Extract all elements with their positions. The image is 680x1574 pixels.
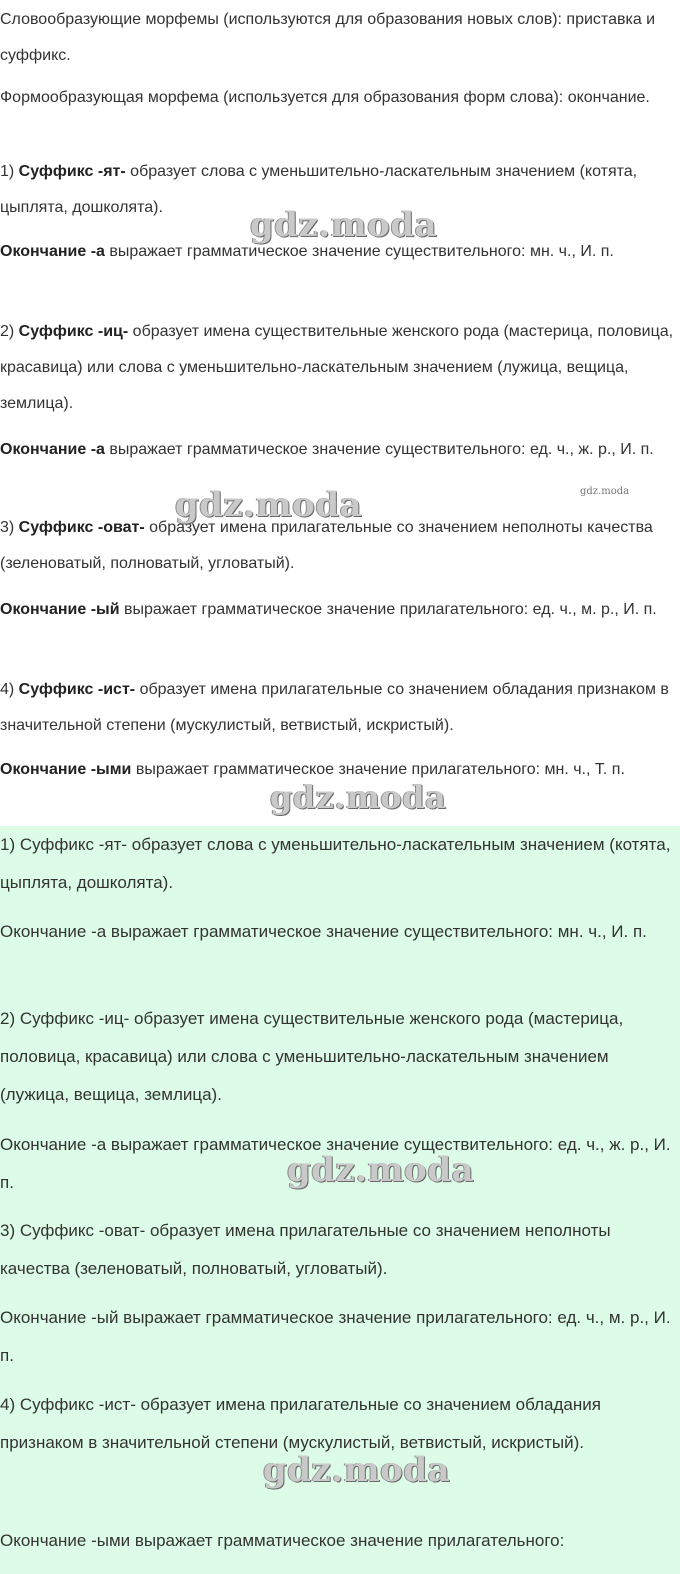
green-item-4-ending: Окончание -ыми выражает грамматическое значение прилагательного: <box>0 1531 565 1550</box>
suffix-label: Суффикс -ят- <box>18 163 126 180</box>
green-item-4-suffix: 4) Суффикс -ист- образует имена прилагательные со значением обладания признаком в значительной степени (мускулистый, ветвистый, искристый). <box>0 1395 601 1452</box>
item-4-suffix: 4) Суффикс -ист- образует имена прилагательные со значением обладания признаком в значительной степени (мускулистый, ветвистый, искристый). <box>0 681 669 734</box>
green-item-3-suffix: 3) Суффикс -оват- образует имена прилагательные со значением неполноты качества (зеленоватый, полноватый, угловатый). <box>0 1221 611 1278</box>
item-1-suffix: 1) Суффикс -ят- образует слова с уменьшительно-ласкательным значением (котята, цыплята, дошколята). <box>0 163 638 216</box>
paragraph-word-forming-morphemes: Словообразующие морфемы (используются для образования новых слов): приставка и суффикс. <box>0 11 656 64</box>
paragraph-form-forming-morpheme: Формообразующая морфема (используется для образования форм слова): окончание. <box>0 89 650 106</box>
green-item-1-ending: Окончание -а выражает грамматическое значение существительного: мн. ч., И. п. <box>0 922 647 941</box>
green-item-3-ending: Окончание -ый выражает грамматическое значение прилагательного: ед. ч., м. р., И. п. <box>0 1308 671 1365</box>
ending-label: Окончание -ый <box>0 601 120 618</box>
ending-label: Окончание -ыми <box>0 761 132 778</box>
item-2-suffix: 2) Суффикс -иц- образует имена существительные женского рода (мастерица, половица, красавица) или слова с уменьшительно-ласкательным значением (лужица, вещица, землица). <box>0 323 674 412</box>
watermark-small: gdz.moda <box>580 486 630 497</box>
item-3-suffix: 3) Суффикс -оват- образует имена прилагательные со значением неполноты качества (зеленоватый, полноватый, угловатый). <box>0 519 653 572</box>
green-item-1-suffix: 1) Суффикс -ят- образует слова с уменьшительно-ласкательным значением (котята, цыплята, дошколята). <box>0 835 671 892</box>
ending-label: Окончание -а <box>0 243 105 260</box>
item-4-ending: Окончание -ыми выражает грамматическое значение прилагательного: мн. ч., Т. п. <box>0 761 625 778</box>
watermark: gdz.moda <box>287 1150 475 1190</box>
suffix-label: Суффикс -ист- <box>18 681 136 698</box>
suffix-label: Суффикс -оват- <box>18 519 145 536</box>
item-2-ending: Окончание -а выражает грамматическое значение существительного: ед. ч., ж. р., И. п. <box>0 441 654 458</box>
watermark: gdz.moda <box>263 1450 451 1490</box>
green-item-2-suffix: 2) Суффикс -иц- образует имена существительные женского рода (мастерица, половица, красавица) или слова с уменьшительно-ласкательным значением (лужица, вещица, землица). <box>0 1009 624 1104</box>
watermark: gdz.moda <box>270 778 447 816</box>
ending-label: Окончание -а <box>0 441 105 458</box>
item-3-ending: Окончание -ый выражает грамматическое значение прилагательного: ед. ч., м. р., И. п. <box>0 601 657 618</box>
suffix-label: Суффикс -иц- <box>18 323 129 340</box>
green-item-2-ending: Окончание -а выражает грамматическое значение существительного: ед. ч., ж. р., И. п. <box>0 1135 671 1192</box>
highlighted-answer-block <box>0 826 680 1574</box>
item-1-ending: Окончание -а выражает грамматическое значение существительного: мн. ч., И. п. <box>0 243 614 260</box>
watermark: gdz.moda <box>250 205 438 245</box>
watermark: gdz.moda <box>175 485 363 525</box>
